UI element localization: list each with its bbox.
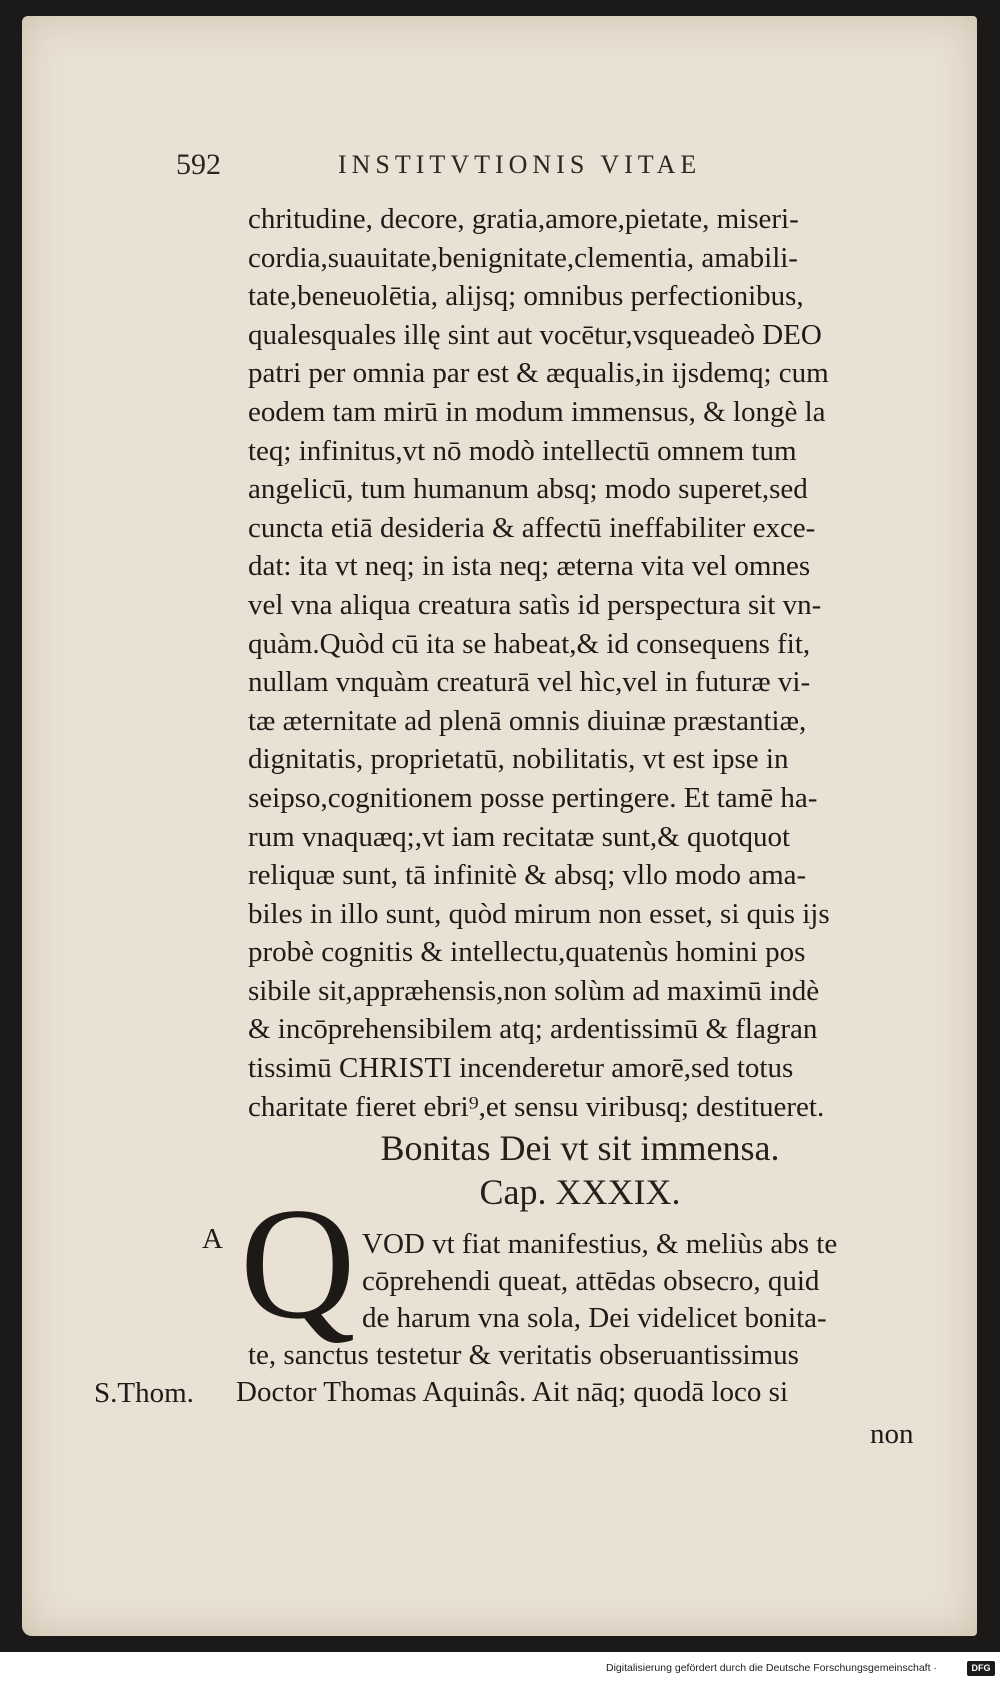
text-line: te, sanctus testetur & veritatis obseruantissimus [248,1339,799,1371]
digitization-credit: Digitalisierung gefördert durch die Deutsche Forschungsgemeinschaft · [606,1662,937,1674]
text-line: tate,beneuolētia, alijsq; omnibus perfectionibus, [248,280,804,313]
text-line: quàm.Quòd cū ita se habeat,& id consequens fit, [248,627,811,660]
text-line: dignitatis, proprietatū, nobilitatis, vt est ipse in [248,743,789,776]
catchword: non [870,1418,914,1450]
page-number: 592 [176,148,221,181]
text-line: vel vna aliqua creatura satìs id perspectura sit vn- [248,588,822,621]
text-line: eodem tam mirū in modum immensus, & longè la [248,395,826,428]
chapter-number: Cap. XXXIX. [479,1172,681,1212]
margin-note: S.Thom. [94,1377,194,1409]
drop-cap: Q [240,1174,356,1352]
text-line: tissimū CHRISTI incenderetur amorē,sed totus [248,1052,794,1085]
dfg-logo-icon: DFG [967,1661,995,1676]
text-line: patri per omnia par est & æqualis,in ijsdemq; cum [248,357,829,390]
text-line: cuncta etiā desideria & affectū ineffabiliter exce- [248,511,816,544]
body-text [248,200,938,1126]
text-line: teq; infinitus,vt nō modò intellectū omnem tum [248,434,797,467]
text-line: & incōprehensibilem atq; ardentissimū & flagran [248,1013,818,1046]
text-line: qualesquales illę sint aut vocētur,vsqueadeò DEO [248,318,822,351]
text-line: tæ æternitate ad plenā omnis diuinæ præstantiæ, [248,704,807,737]
margin-section-letter: A [202,1223,223,1255]
text-line: Doctor Thomas Aquinâs. Ait nāq; quodā loco si [236,1376,789,1408]
text-line: angelicū, tum humanum absq; modo superet,sed [248,473,808,506]
chapter-body [236,1226,938,1411]
text-line: nullam vnquàm creaturā vel hìc,vel in futuræ vi- [248,666,811,699]
text-line: charitate fieret ebri⁹,et sensu viribusq; destitueret. [248,1090,825,1123]
text-line: cōprehendi queat, attēdas obsecro, quid [362,1265,820,1297]
text-line: sibile sit,appræhensis,non solùm ad maximū indè [248,974,820,1007]
text-line: cordia,suauitate,benignitate,clementia, amabili- [248,241,798,274]
text-line: VOD vt fiat manifestius, & meliùs abs te [362,1228,838,1260]
chapter-title: Bonitas Dei vt sit immensa. [380,1128,780,1168]
text-line: seipso,cognitionem posse pertingere. Et tamē ha- [248,781,818,814]
text-line: probè cognitis & intellectu,quatenùs homini pos [248,936,806,969]
text-line: reliquæ sunt, tā infinitè & absq; vllo modo ama- [248,859,807,892]
text-line: dat: ita vt neq; in ista neq; æterna vita vel omnes [248,550,811,583]
page-header [176,148,846,188]
text-line: rum vnaquæq;,vt iam recitatæ sunt,& quotquot [248,820,791,853]
running-title: INSTITVTIONIS VITAE [338,150,702,179]
chapter-heading [300,1126,860,1214]
text-line: chritudine, decore, gratia,amore,pietate, miseri- [248,203,799,235]
text-line: biles in illo sunt, quòd mirum non esset, si quis ijs [248,897,830,930]
text-line: de harum vna sola, Dei videlicet bonita- [362,1302,827,1334]
